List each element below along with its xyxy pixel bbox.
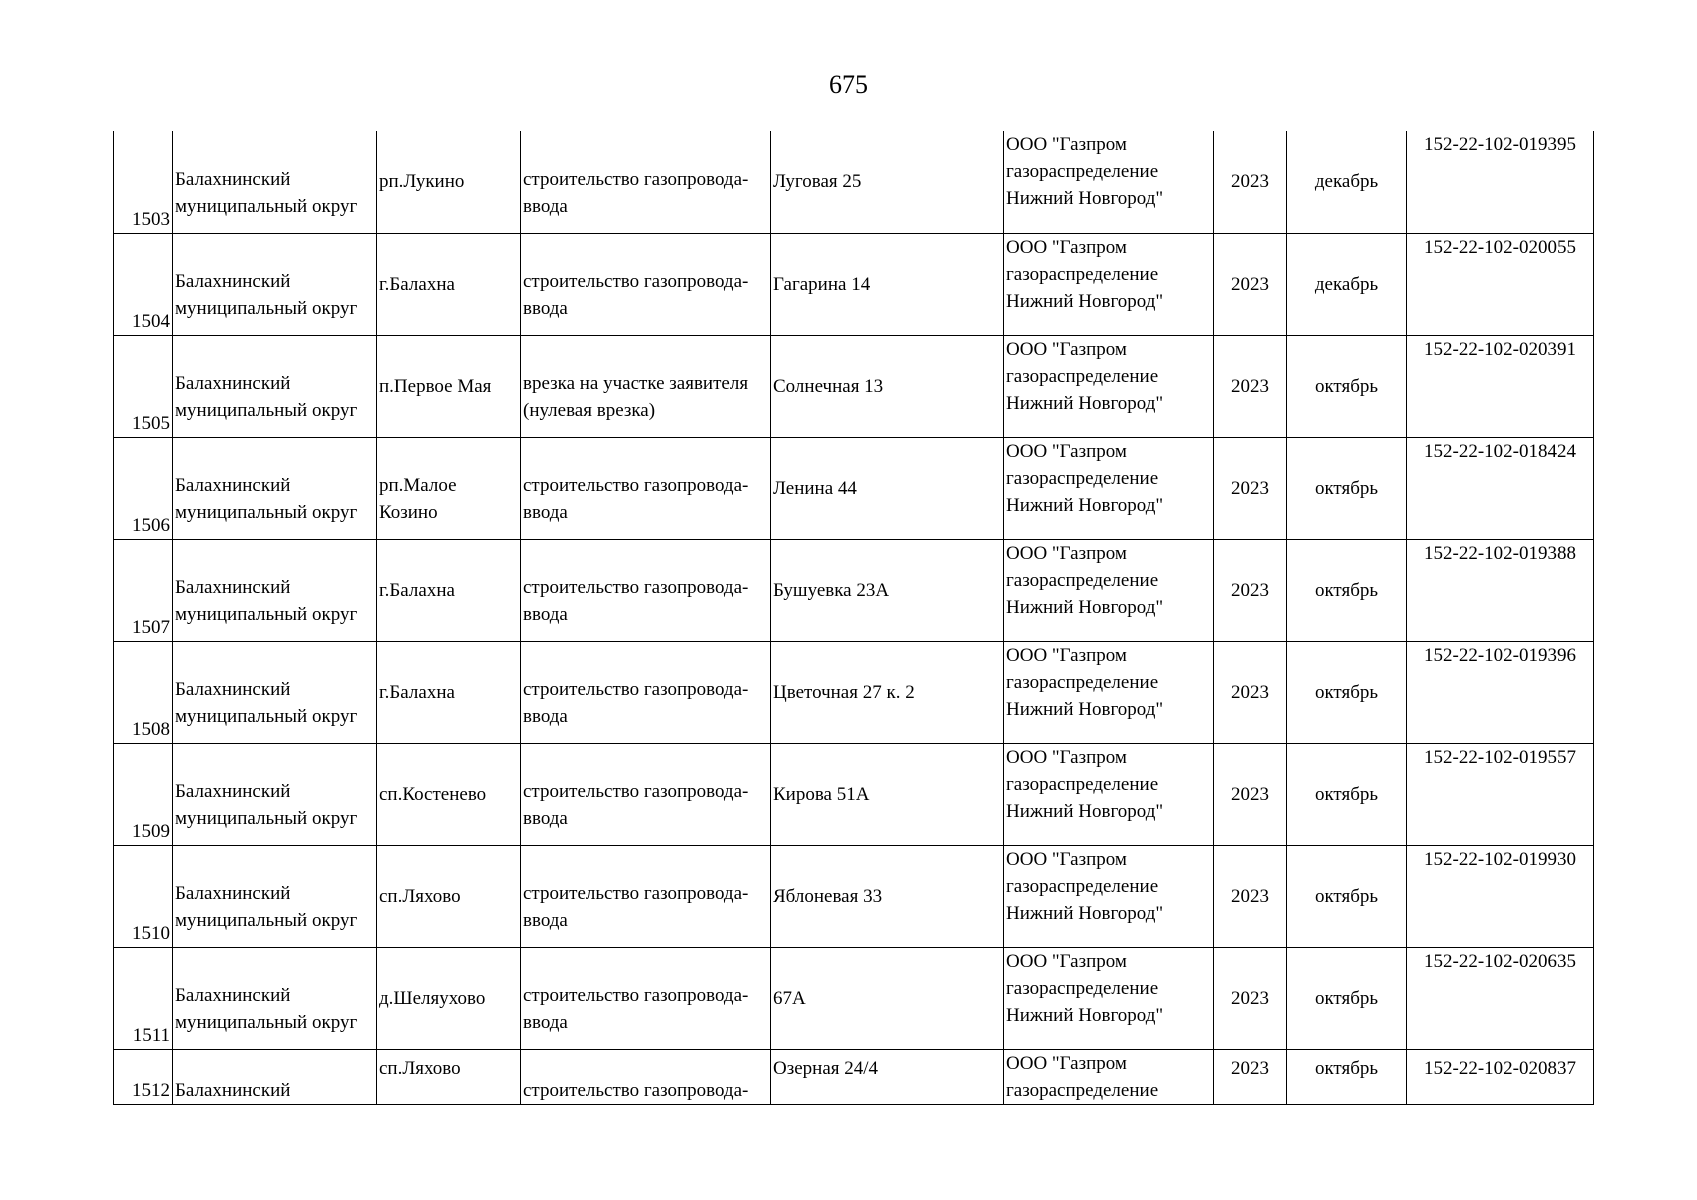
- row-number: [114, 131, 173, 233]
- code-cell: [1407, 437, 1594, 539]
- row-number: [114, 947, 173, 1049]
- work-type-cell-text: строительство газопровода-: [523, 577, 749, 598]
- address-cell-text: Луговая 25: [773, 171, 862, 193]
- month-cell: [1287, 845, 1407, 947]
- settlement-cell-text: рп.Лукино: [379, 171, 465, 193]
- code-cell: [1407, 845, 1594, 947]
- table-row: [114, 743, 1594, 845]
- work-type-cell-text: строительство газопровода-: [523, 679, 749, 700]
- table-row: [114, 539, 1594, 641]
- district-cell-text: муниципальный округ: [175, 195, 358, 217]
- organization-cell-text: ООО "Газпром: [1006, 1052, 1127, 1074]
- district-cell-text: муниципальный округ: [175, 400, 358, 421]
- settlement-cell-text: Козино: [379, 502, 438, 523]
- month-cell-text: октябрь: [1314, 783, 1379, 805]
- month-cell-text: октябрь: [1314, 1057, 1379, 1079]
- row-number: [114, 743, 173, 845]
- organization-cell-text: газораспределение: [1006, 977, 1159, 999]
- organization-cell-text: газораспределение: [1006, 773, 1159, 795]
- address-cell-text: Озерная 24/4: [773, 1057, 879, 1079]
- year-cell: [1214, 437, 1287, 539]
- organization-cell: [1004, 131, 1214, 233]
- address-cell: [771, 947, 1004, 1049]
- row-number: [114, 845, 173, 947]
- address-cell: [771, 335, 1004, 437]
- table-row: [114, 335, 1594, 437]
- district-cell-text: муниципальный округ: [175, 502, 358, 523]
- work-type-cell-text: строительство газопровода-: [523, 1079, 749, 1101]
- district-cell: [173, 437, 377, 539]
- year-cell-text: 2023: [1231, 987, 1269, 1009]
- address-cell-text: Бушуевка 23А: [773, 579, 890, 601]
- district-cell: [173, 233, 377, 335]
- table-row: [114, 1049, 1594, 1104]
- district-cell-text: Балахнинский: [175, 985, 291, 1006]
- work-type-cell-text: строительство газопровода-: [523, 985, 749, 1006]
- organization-cell: [1004, 641, 1214, 743]
- district-cell-text: Балахнинский: [175, 475, 291, 496]
- work-type-cell: [521, 437, 771, 539]
- table-row: [114, 641, 1594, 743]
- work-type-cell: [521, 1049, 771, 1104]
- organization-cell: [1004, 233, 1214, 335]
- settlement-cell: [377, 743, 521, 845]
- district-cell: [173, 641, 377, 743]
- work-type-cell-text: строительство газопровода-: [523, 883, 749, 904]
- settlement-cell: [377, 437, 521, 539]
- district-cell-text: Балахнинский: [175, 577, 291, 598]
- code-cell: [1407, 641, 1594, 743]
- settlement-cell: [377, 845, 521, 947]
- month-cell-text: декабрь: [1314, 171, 1379, 193]
- year-cell-text: 2023: [1231, 579, 1269, 601]
- work-type-cell-text: ввода: [523, 502, 568, 523]
- organization-cell-text: ООО "Газпром: [1006, 134, 1127, 155]
- code-cell: [1407, 1049, 1594, 1104]
- row-number-text: 1510: [132, 922, 170, 944]
- page-number: 675: [829, 70, 868, 99]
- year-cell: [1214, 845, 1287, 947]
- district-cell: [173, 1049, 377, 1104]
- settlement-cell-text: д.Шеляухово: [379, 987, 486, 1009]
- address-cell: [771, 641, 1004, 743]
- organization-cell-text: Нижний Новгород": [1006, 596, 1164, 618]
- organization-cell-text: ООО "Газпром: [1006, 338, 1127, 360]
- organization-cell: [1004, 539, 1214, 641]
- month-cell: [1287, 233, 1407, 335]
- settlement-cell: [377, 1049, 521, 1104]
- organization-cell-text: ООО "Газпром: [1006, 236, 1127, 258]
- work-type-cell-text: строительство газопровода-: [523, 781, 749, 802]
- organization-cell-text: газораспределение: [1006, 1079, 1159, 1101]
- organization-cell-text: газораспределение: [1006, 365, 1159, 387]
- work-type-cell-text: ввода: [523, 1012, 568, 1033]
- organization-cell-text: ООО "Газпром: [1006, 746, 1127, 768]
- code-cell-text: 152-22-102-019388: [1424, 542, 1576, 564]
- year-cell-text: 2023: [1231, 681, 1269, 703]
- month-cell: [1287, 641, 1407, 743]
- settlement-cell: [377, 641, 521, 743]
- settlement-cell-text: сп.Костенево: [379, 783, 487, 805]
- work-type-cell: [521, 131, 771, 233]
- work-type-cell-text: врезка на участке заявителя: [523, 373, 749, 394]
- month-cell-text: октябрь: [1314, 579, 1379, 601]
- year-cell: [1214, 539, 1287, 641]
- year-cell: [1214, 233, 1287, 335]
- organization-cell: [1004, 437, 1214, 539]
- row-number: [114, 437, 173, 539]
- row-number-text: 1512: [132, 1079, 170, 1101]
- work-type-cell-text: ввода: [523, 706, 568, 727]
- address-cell-text: 67А: [773, 987, 806, 1009]
- row-number-text: 1508: [132, 718, 170, 740]
- month-cell: [1287, 131, 1407, 233]
- code-cell-text: 152-22-102-019930: [1424, 848, 1576, 870]
- row-number-text: 1511: [132, 1024, 170, 1046]
- settlement-cell-text: г.Балахна: [379, 273, 455, 295]
- work-type-cell-text: ввода: [523, 808, 568, 829]
- settlement-cell-text: г.Балахна: [379, 579, 455, 601]
- settlement-cell: [377, 539, 521, 641]
- code-cell: [1407, 743, 1594, 845]
- year-cell-text: 2023: [1231, 1057, 1269, 1079]
- organization-cell-text: газораспределение: [1006, 569, 1159, 591]
- district-cell-text: муниципальный округ: [175, 604, 358, 625]
- work-type-cell: [521, 947, 771, 1049]
- month-cell-text: декабрь: [1314, 273, 1379, 295]
- district-cell-text: Балахнинский: [175, 168, 291, 190]
- row-number: [114, 1049, 173, 1104]
- settlement-cell-text: сп.Ляхово: [379, 1057, 461, 1079]
- organization-cell-text: Нижний Новгород": [1006, 290, 1164, 312]
- row-number-text: 1506: [132, 514, 170, 536]
- district-cell-text: муниципальный округ: [175, 298, 358, 319]
- year-cell-text: 2023: [1231, 375, 1269, 397]
- address-cell: [771, 743, 1004, 845]
- district-cell: [173, 845, 377, 947]
- settlement-cell-text: п.Первое Мая: [379, 375, 492, 397]
- code-cell: [1407, 131, 1594, 233]
- address-cell-text: Ленина 44: [773, 477, 857, 499]
- address-cell-text: Яблоневая 33: [773, 885, 883, 907]
- month-cell: [1287, 437, 1407, 539]
- work-type-cell-text: ввода: [523, 910, 568, 931]
- month-cell: [1287, 539, 1407, 641]
- organization-cell: [1004, 335, 1214, 437]
- organization-cell-text: газораспределение: [1006, 671, 1159, 693]
- organization-cell-text: Нижний Новгород": [1006, 698, 1164, 720]
- row-number: [114, 335, 173, 437]
- work-type-cell-text: строительство газопровода-: [523, 475, 749, 496]
- year-cell: [1214, 1049, 1287, 1104]
- work-type-cell-text: строительство газопровода-: [523, 168, 749, 190]
- district-cell-text: Балахнинский: [175, 1079, 291, 1101]
- row-number-text: 1509: [132, 820, 170, 842]
- work-type-cell: [521, 539, 771, 641]
- organization-cell: [1004, 947, 1214, 1049]
- month-cell-text: октябрь: [1314, 477, 1379, 499]
- year-cell: [1214, 947, 1287, 1049]
- settlement-cell: [377, 947, 521, 1049]
- work-type-cell: [521, 845, 771, 947]
- code-cell-text: 152-22-102-020391: [1424, 338, 1576, 360]
- code-cell: [1407, 539, 1594, 641]
- settlement-cell-text: сп.Ляхово: [379, 885, 461, 907]
- year-cell: [1214, 641, 1287, 743]
- year-cell-text: 2023: [1231, 273, 1269, 295]
- organization-cell-text: Нижний Новгород": [1006, 494, 1164, 516]
- district-cell-text: Балахнинский: [175, 679, 291, 700]
- table-body: [114, 131, 1594, 1104]
- address-cell: [771, 233, 1004, 335]
- code-cell-text: 152-22-102-020635: [1424, 950, 1576, 972]
- district-cell-text: муниципальный округ: [175, 910, 358, 931]
- district-cell-text: Балахнинский: [175, 271, 291, 292]
- district-cell: [173, 947, 377, 1049]
- organization-cell-text: Нижний Новгород": [1006, 902, 1164, 924]
- settlement-cell: [377, 131, 521, 233]
- row-number: [114, 539, 173, 641]
- code-cell: [1407, 335, 1594, 437]
- district-cell-text: муниципальный округ: [175, 706, 358, 727]
- organization-cell-text: ООО "Газпром: [1006, 644, 1127, 666]
- work-type-cell-text: ввода: [523, 298, 568, 319]
- district-cell: [173, 335, 377, 437]
- row-number: [114, 233, 173, 335]
- organization-cell-text: ООО "Газпром: [1006, 542, 1127, 564]
- organization-cell: [1004, 743, 1214, 845]
- year-cell: [1214, 131, 1287, 233]
- code-cell: [1407, 947, 1594, 1049]
- month-cell: [1287, 1049, 1407, 1104]
- settlement-cell: [377, 335, 521, 437]
- year-cell: [1214, 335, 1287, 437]
- month-cell-text: октябрь: [1314, 375, 1379, 397]
- work-type-cell-text: ввода: [523, 604, 568, 625]
- organization-cell-text: газораспределение: [1006, 263, 1159, 285]
- month-cell-text: октябрь: [1314, 987, 1379, 1009]
- settlement-cell-text: рп.Малое: [379, 475, 457, 496]
- address-cell-text: Солнечная 13: [773, 375, 884, 397]
- district-cell-text: Балахнинский: [175, 373, 291, 394]
- district-cell: [173, 539, 377, 641]
- organization-cell-text: газораспределение: [1006, 875, 1159, 897]
- work-type-cell: [521, 335, 771, 437]
- work-type-cell: [521, 743, 771, 845]
- organization-cell-text: ООО "Газпром: [1006, 950, 1127, 972]
- organization-cell: [1004, 1049, 1214, 1104]
- district-cell-text: Балахнинский: [175, 883, 291, 904]
- settlement-cell: [377, 233, 521, 335]
- work-type-cell: [521, 233, 771, 335]
- work-type-cell: [521, 641, 771, 743]
- organization-cell-text: газораспределение: [1006, 161, 1159, 182]
- year-cell-text: 2023: [1231, 885, 1269, 907]
- code-cell-text: 152-22-102-019396: [1424, 644, 1576, 666]
- organization-cell: [1004, 845, 1214, 947]
- organization-cell-text: ООО "Газпром: [1006, 848, 1127, 870]
- organization-cell-text: Нижний Новгород": [1006, 188, 1164, 209]
- address-cell-text: Гагарина 14: [773, 273, 871, 295]
- code-cell: [1407, 233, 1594, 335]
- code-cell-text: 152-22-102-020837: [1424, 1057, 1576, 1079]
- district-cell-text: муниципальный округ: [175, 1012, 358, 1033]
- row-number-text: 1504: [132, 310, 170, 332]
- table-row: [114, 437, 1594, 539]
- organization-cell-text: Нижний Новгород": [1006, 1004, 1164, 1026]
- year-cell-text: 2023: [1231, 171, 1269, 193]
- month-cell-text: октябрь: [1314, 681, 1379, 703]
- work-type-cell-text: строительство газопровода-: [523, 271, 749, 292]
- address-cell-text: Цветочная 27 к. 2: [773, 681, 915, 703]
- address-cell: [771, 131, 1004, 233]
- code-cell-text: 152-22-102-019395: [1424, 134, 1576, 155]
- organization-cell-text: газораспределение: [1006, 467, 1159, 489]
- row-number-text: 1507: [132, 616, 170, 638]
- district-cell: [173, 131, 377, 233]
- settlement-cell-text: г.Балахна: [379, 681, 455, 703]
- month-cell: [1287, 335, 1407, 437]
- month-cell: [1287, 947, 1407, 1049]
- organization-cell-text: Нижний Новгород": [1006, 800, 1164, 822]
- code-cell-text: 152-22-102-018424: [1424, 440, 1576, 462]
- district-cell-text: Балахнинский: [175, 781, 291, 802]
- code-cell-text: 152-22-102-019557: [1424, 746, 1576, 768]
- address-cell: [771, 1049, 1004, 1104]
- address-cell: [771, 539, 1004, 641]
- row-number: [114, 641, 173, 743]
- month-cell: [1287, 743, 1407, 845]
- row-number-text: 1505: [132, 412, 170, 434]
- work-type-cell-text: (нулевая врезка): [523, 400, 656, 421]
- month-cell-text: октябрь: [1314, 885, 1379, 907]
- district-cell-text: муниципальный округ: [175, 808, 358, 829]
- table-row: [114, 845, 1594, 947]
- table-row: [114, 947, 1594, 1049]
- row-number-text: 1503: [132, 208, 170, 230]
- registry-table: [113, 131, 1594, 1105]
- address-cell-text: Кирова 51А: [773, 783, 870, 805]
- work-type-cell-text: ввода: [523, 195, 568, 217]
- year-cell-text: 2023: [1231, 783, 1269, 805]
- code-cell-text: 152-22-102-020055: [1424, 236, 1576, 258]
- organization-cell-text: Нижний Новгород": [1006, 392, 1164, 414]
- address-cell: [771, 845, 1004, 947]
- table-row: [114, 233, 1594, 335]
- district-cell: [173, 743, 377, 845]
- address-cell: [771, 437, 1004, 539]
- year-cell-text: 2023: [1231, 477, 1269, 499]
- table-row: [114, 131, 1594, 233]
- year-cell: [1214, 743, 1287, 845]
- organization-cell-text: ООО "Газпром: [1006, 440, 1127, 462]
